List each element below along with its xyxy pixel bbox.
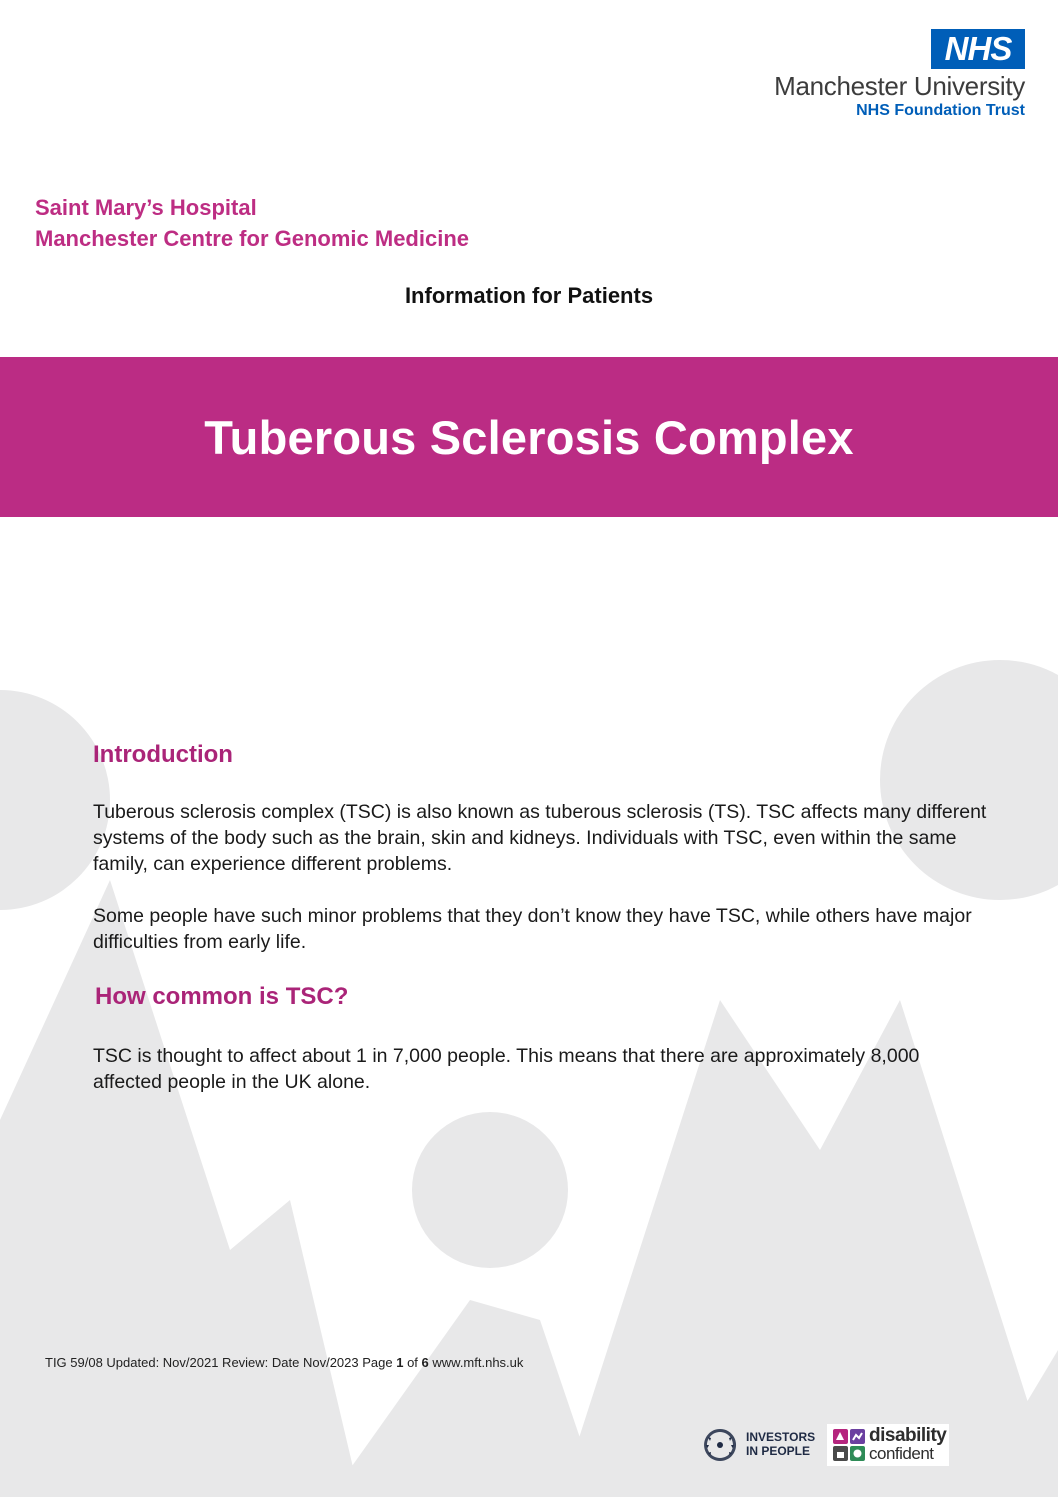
iip-line-2: IN PEOPLE [746,1444,811,1458]
iip-line-1: INVESTORS [746,1430,816,1444]
document-title: Tuberous Sclerosis Complex [204,410,854,464]
hospital-name: Saint Mary’s Hospital [35,195,257,220]
trust-subtitle: NHS Foundation Trust [856,102,1025,119]
title-banner [0,357,1058,517]
nhs-logo: NHS [931,29,1025,69]
trust-name: Manchester University [774,71,1025,101]
bg-peaks [0,880,360,1497]
audience-label: Information for Patients [404,283,654,308]
centre-name: Manchester Centre for Genomic Medicine [35,226,469,251]
intro-paragraph-1: Tuberous sclerosis complex (TSC) is also known as tuberous sclerosis (TS). TSC affects many different systems of the body such as the brain, skin and kidneys. Individuals with TSC, even within the same family, can experience different problems. [93,801,987,875]
bg-circle-center [412,1112,568,1268]
section-heading-prevalence: How common is TSC? [95,983,349,1010]
website-url: www.mft.nhs.uk [428,1355,524,1370]
reference-text: TIG 59/08 Updated: Nov/2021 Review: Date Nov/2023 Page [45,1355,397,1370]
disability-text: disability [869,1425,947,1446]
document-reference [45,1355,523,1370]
section-heading-introduction: Introduction [93,741,233,768]
disability-confident-icon [832,1428,866,1462]
prevalence-paragraph: TSC is thought to affect about 1 in 7,000 people. This means that there are approximately 8,000 affected people in the UK alone. [93,1045,920,1093]
bg-peak-mid [330,1300,600,1497]
page-current: 1 [396,1355,404,1370]
investors-in-people-text [746,1430,815,1458]
confident-text: confident [869,1444,934,1463]
page-of: of [403,1355,422,1370]
page-total: 6 [421,1355,429,1370]
intro-paragraph-2: Some people have such minor problems that they don’t know they have TSC, while others have major difficulties from early life. [93,905,972,953]
